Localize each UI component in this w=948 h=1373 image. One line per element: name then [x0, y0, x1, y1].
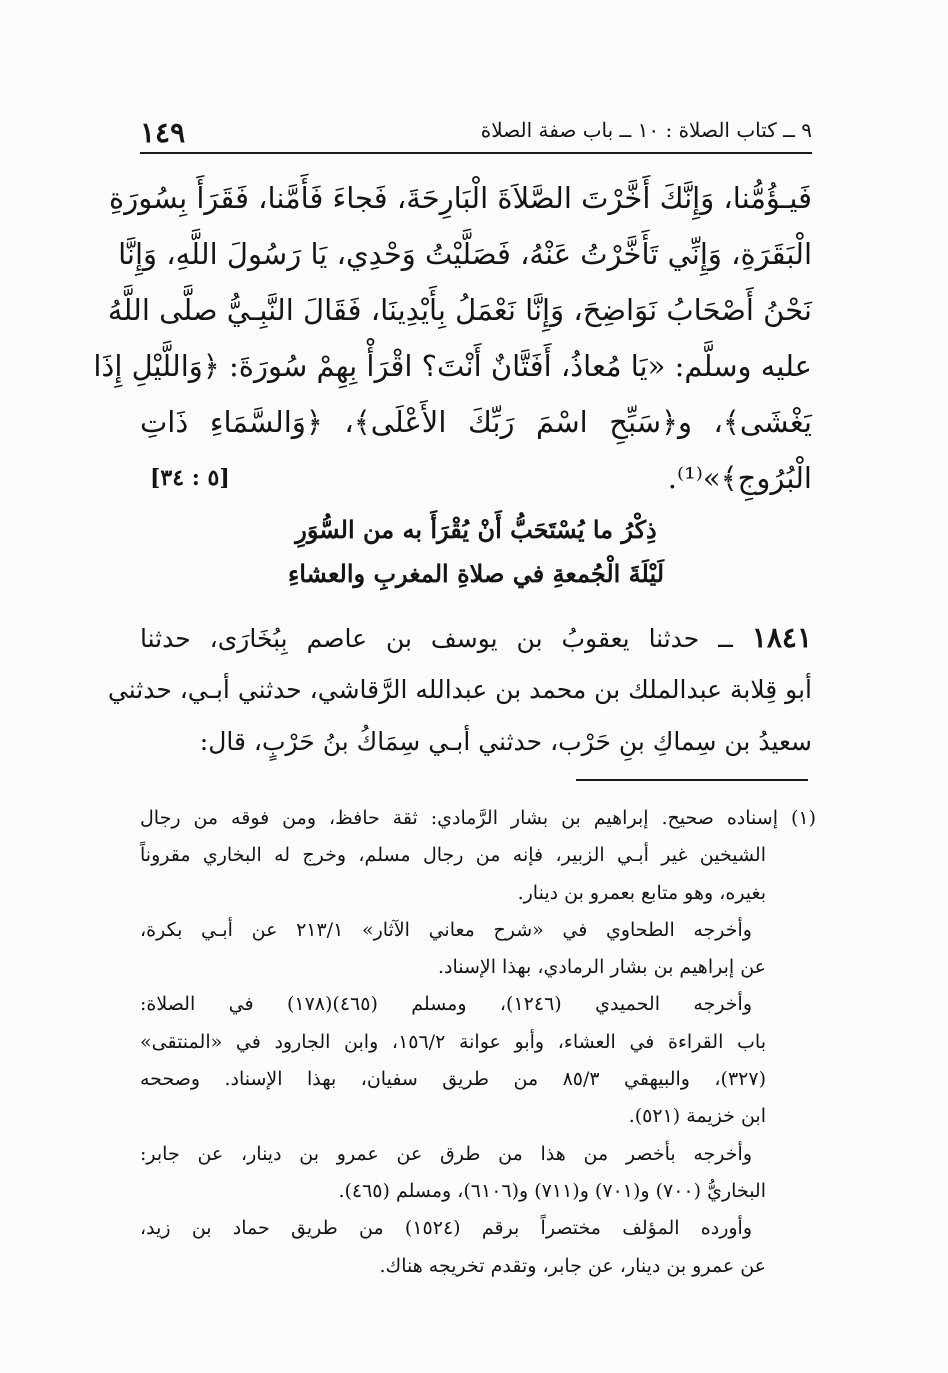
main-text-line: الْبَقَرَةِ، وَإِنِّي تَأَخَّرْتُ عَنْهُ، فَصَلَّيْتُ وَحْدِي، يَا رَسُولَ اللَّهِ، وَإِنَّا: [118, 237, 812, 271]
footnote-line: البخاريُّ (٧٠٠) و(٧٠١) و(٧١١) و(٦١٠٦)، ومسلم (٤٦٥).: [338, 1179, 766, 1202]
reference-text: [٥ : ٣٤]: [150, 465, 230, 491]
main-text-line: يَغْشَى﴾، و﴿سَبِّحِ اسْمَ رَبِّكَ الأَعْلَى﴾، ﴿وَالسَّمَاءِ ذَاتِ: [140, 405, 812, 439]
footnote-line: (١) إسناده صحيح. إبراهيم بن بشار الرَّمادي: ثقة حافظ، ومن فوقه من رجال: [140, 807, 816, 829]
footnote-line: وأخرجه الطحاوي في «شرح معاني الآثار» ٢١٣/١ عن أبـي بكرة،: [140, 918, 752, 941]
footnote-line: باب القراءة في العشاء، وأبو عوانة ١٥٦/٢، وابن الجارود في «المنتقى»: [140, 1030, 766, 1053]
footnote-line: وأورده المؤلف مختصراً برقم (١٥٢٤) من طريق حماد بن زيد،: [140, 1217, 753, 1240]
hadith-line-3: سعيدُ بن سِماكِ بنِ حَرْب، حدثني أبـي سِمَاكُ بنُ حَرْبٍ، قال:: [199, 727, 812, 756]
main-text-line: عليه وسلَّم: «يَا مُعاذُ، أَفَتَّانٌ أَنْتَ؟ اقْرَأْ بِهِمْ سُورَةَ: ﴿وَاللَّيْلِ إِذَا: [93, 349, 812, 383]
hadith-text: ــ حدثنا يعقوبُ بن يوسف بن عاصم بِبُخَارَى، حدثنا: [140, 624, 733, 653]
footnote-divider: [576, 779, 808, 781]
footnote-line: (٣٢٧)، والبيهقي ٨٥/٣ من طريق سفيان، بهذا الإسناد. وصححه: [140, 1068, 766, 1091]
hadith-line-1: [140, 612, 812, 664]
heading-line-1: ذِكْرُ ما يُسْتَحَبُّ أَنْ يُقْرَأَ به من السُّوَرِ: [295, 515, 657, 544]
footnote-line: ابن خزيمة (٥٢١).: [628, 1105, 766, 1128]
section-heading: [140, 508, 812, 596]
hadith-block: [107, 612, 812, 768]
hadith-number: ١٨٤١: [751, 621, 812, 654]
main-text-line: نَحْنُ أَصْحَابُ نَوَاضِحَ، وَإِنَّا نَعْمَلُ بِأَيْدِينَا، فَقَالَ النَّبِـيُّ صلَّى اللَّهُ: [107, 293, 812, 327]
running-title: ٩ ــ كتاب الصلاة : ١٠ ــ باب صفة الصلاة: [480, 118, 812, 142]
page-number: ١٤٩: [140, 116, 186, 149]
footnotes: [140, 800, 816, 1285]
source-reference: [150, 450, 230, 506]
main-text-line: الْبُرُوجِ﴾»⁽¹⁾.: [667, 461, 812, 495]
main-text: [93, 170, 812, 506]
footnote-line: بغيره، وهو متابع بعمرو بن دينار.: [517, 881, 766, 904]
main-text-line: فَيـؤُمُّنا، وَإِنَّكَ أَخَّرْتَ الصَّلاَةَ الْبَارِحَةَ، فَجاءَ فَأَمَّنا، فَقَرَأَ بِسُورَةِ: [109, 181, 812, 215]
page-header: [140, 108, 812, 154]
hadith-line-2: أبو قِلابة عبدالملك بن محمد بن عبدالله الرَّقاشي، حدثني أبـي، حدثني: [107, 675, 812, 704]
footnote-line: وأخرجه الحميدي (١٢٤٦)، ومسلم (٤٦٥)(١٧٨) في الصلاة:: [140, 993, 752, 1016]
main-text-last-line: [140, 450, 812, 506]
footnote-line: عن عمرو بن دينار، عن جابر، وتقدم تخريجه هناك.: [379, 1254, 766, 1277]
footnote-line: عن إبراهيم بن بشار الرمادي، بهذا الإسناد.: [437, 956, 766, 979]
footnote-line: وأخرجه بأخصر من هذا من طرق عن عمرو بن دينار، عن جابر:: [140, 1142, 752, 1165]
heading-line-2: لَيْلَةَ الْجُمعةِ في صلاةِ المغربِ والعشاءِ: [287, 559, 665, 588]
footnote-line: الشيخين غير أبـي الزبير، فإنه من رجال مسلم، وخرج له البخاري مقروناً: [140, 844, 766, 867]
